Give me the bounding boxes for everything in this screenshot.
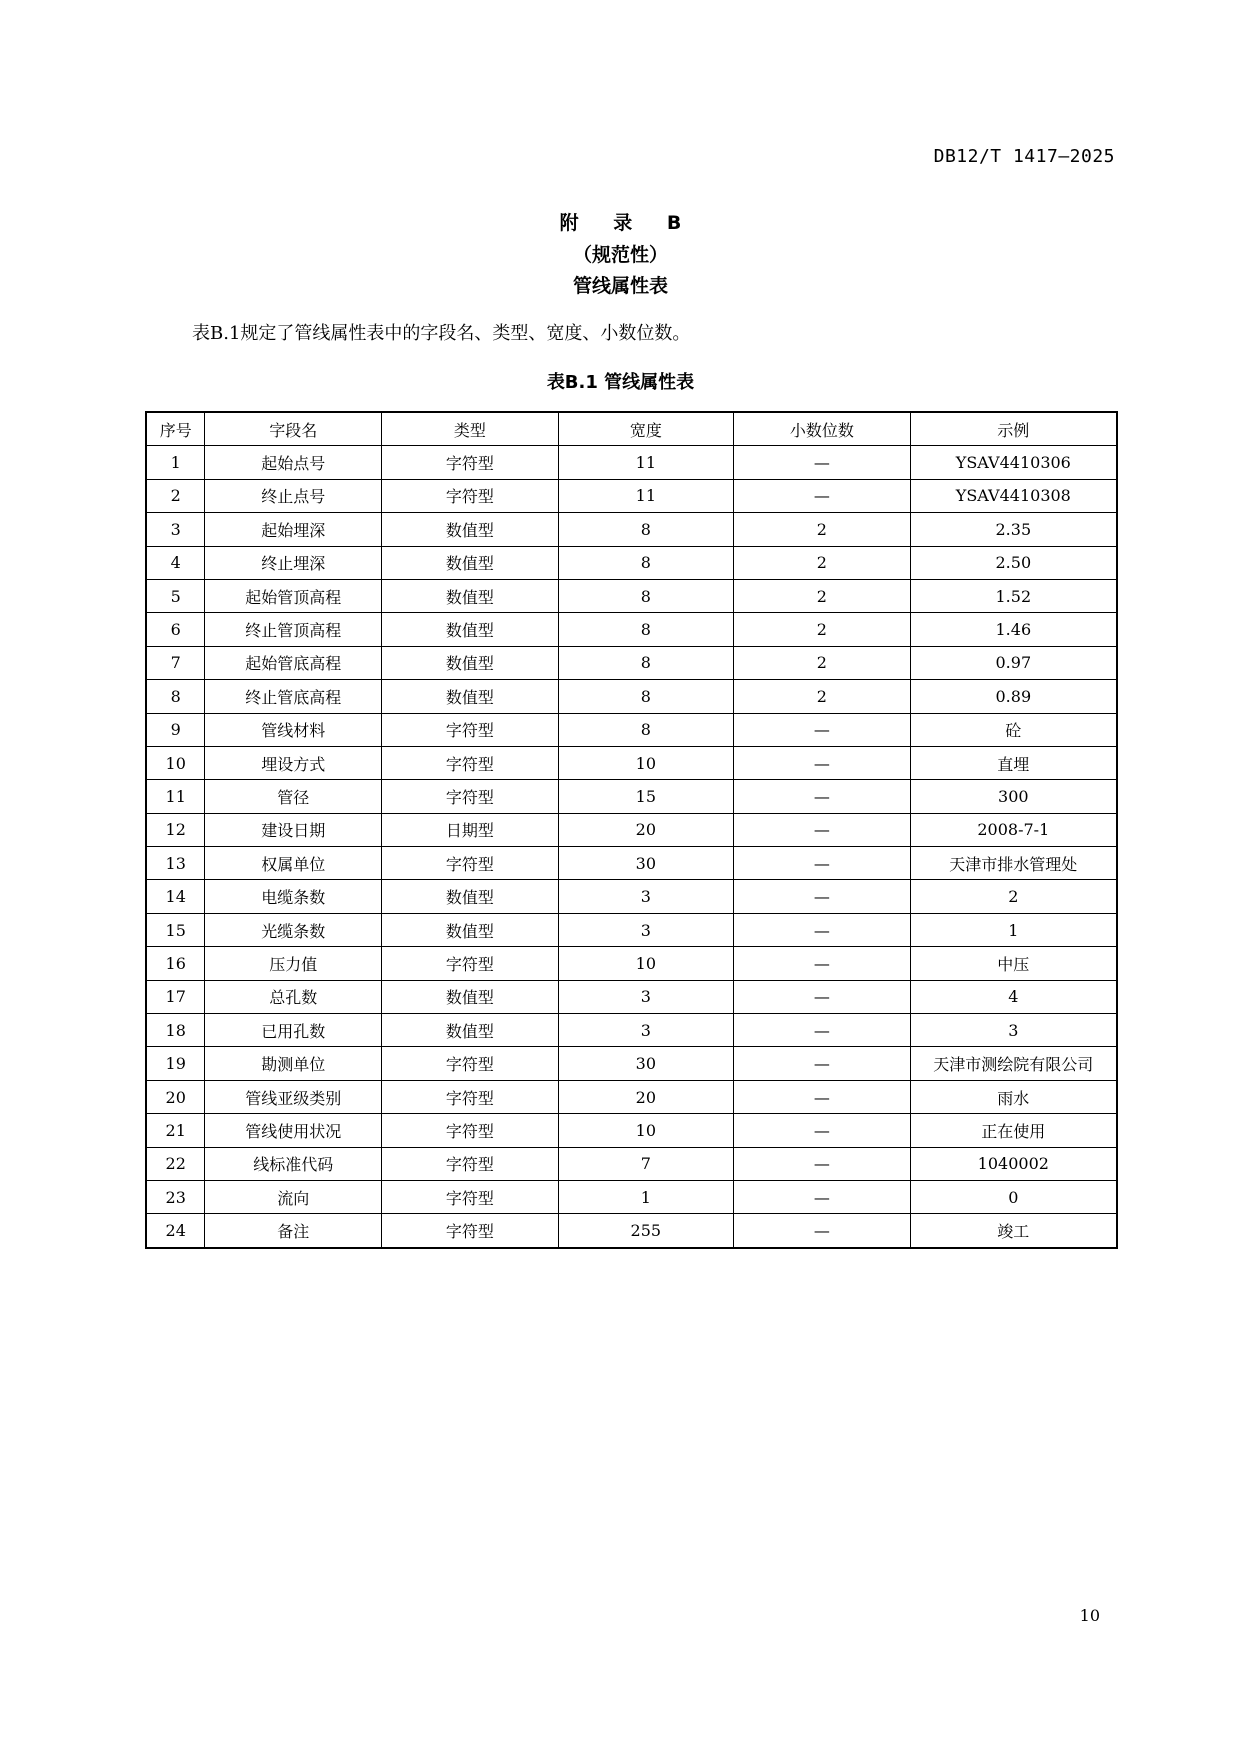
- cell-decimals: —: [734, 780, 911, 813]
- cell-field-name: 埋设方式: [205, 746, 382, 779]
- cell-decimals: —: [734, 847, 911, 880]
- cell-example: 砼: [910, 713, 1117, 746]
- table-row: [146, 546, 1117, 579]
- header-cell-field-name: 字段名: [205, 412, 382, 446]
- cell-index: 11: [146, 780, 205, 813]
- cell-index: 21: [146, 1114, 205, 1147]
- page-number: 10: [1079, 1606, 1100, 1625]
- cell-index: 10: [146, 746, 205, 779]
- table-row: [146, 1147, 1117, 1180]
- cell-index: 22: [146, 1147, 205, 1180]
- cell-decimals: 2: [734, 579, 911, 612]
- cell-width: 8: [558, 579, 733, 612]
- cell-field-name: 终止管底高程: [205, 680, 382, 713]
- table-row: [146, 880, 1117, 913]
- cell-type: 数值型: [382, 980, 559, 1013]
- cell-index: 20: [146, 1080, 205, 1113]
- cell-index: 3: [146, 513, 205, 546]
- cell-width: 3: [558, 980, 733, 1013]
- cell-width: 8: [558, 680, 733, 713]
- cell-decimals: —: [734, 880, 911, 913]
- cell-type: 字符型: [382, 713, 559, 746]
- cell-field-name: 勘测单位: [205, 1047, 382, 1080]
- appendix-type: （规范性）: [572, 244, 668, 266]
- cell-type: 字符型: [382, 746, 559, 779]
- cell-field-name: 起始管顶高程: [205, 579, 382, 612]
- cell-type: 数值型: [382, 1014, 559, 1047]
- cell-decimals: —: [734, 1180, 911, 1213]
- cell-decimals: 2: [734, 513, 911, 546]
- cell-width: 255: [558, 1214, 733, 1248]
- header-cell-decimals: 小数位数: [734, 412, 911, 446]
- table-caption: 表B.1 管线属性表: [546, 372, 695, 393]
- cell-width: 3: [558, 880, 733, 913]
- table-row: [146, 980, 1117, 1013]
- cell-type: 字符型: [382, 947, 559, 980]
- cell-width: 11: [558, 479, 733, 512]
- cell-decimals: —: [734, 1114, 911, 1147]
- cell-decimals: —: [734, 746, 911, 779]
- cell-field-name: 线标准代码: [205, 1147, 382, 1180]
- cell-field-name: 终止埋深: [205, 546, 382, 579]
- cell-field-name: 电缆条数: [205, 880, 382, 913]
- cell-index: 1: [146, 446, 205, 479]
- cell-index: 13: [146, 847, 205, 880]
- cell-index: 5: [146, 579, 205, 612]
- cell-example: YSAV4410308: [910, 479, 1117, 512]
- cell-type: 字符型: [382, 1180, 559, 1213]
- cell-example: 正在使用: [910, 1114, 1117, 1147]
- cell-field-name: 管线材料: [205, 713, 382, 746]
- table-row: [146, 1047, 1117, 1080]
- cell-index: 2: [146, 479, 205, 512]
- cell-example: 中压: [910, 947, 1117, 980]
- cell-example: 0: [910, 1180, 1117, 1213]
- table-row: [146, 746, 1117, 779]
- table-row: [146, 1180, 1117, 1213]
- cell-field-name: 起始埋深: [205, 513, 382, 546]
- cell-field-name: 终止管顶高程: [205, 613, 382, 646]
- cell-index: 12: [146, 813, 205, 846]
- cell-decimals: —: [734, 913, 911, 946]
- cell-field-name: 已用孔数: [205, 1014, 382, 1047]
- cell-example: 竣工: [910, 1214, 1117, 1248]
- table-row: [146, 813, 1117, 846]
- cell-width: 3: [558, 1014, 733, 1047]
- cell-width: 8: [558, 546, 733, 579]
- cell-decimals: —: [734, 1047, 911, 1080]
- table-row: [146, 1014, 1117, 1047]
- cell-width: 30: [558, 1047, 733, 1080]
- cell-index: 24: [146, 1214, 205, 1248]
- cell-type: 数值型: [382, 680, 559, 713]
- table-row: [146, 947, 1117, 980]
- table-row: [146, 847, 1117, 880]
- cell-width: 20: [558, 813, 733, 846]
- cell-index: 14: [146, 880, 205, 913]
- cell-width: 10: [558, 746, 733, 779]
- cell-field-name: 总孔数: [205, 980, 382, 1013]
- table-row: [146, 446, 1117, 479]
- cell-width: 10: [558, 1114, 733, 1147]
- cell-example: 4: [910, 980, 1117, 1013]
- cell-width: 10: [558, 947, 733, 980]
- cell-field-name: 压力值: [205, 947, 382, 980]
- cell-example: 直埋: [910, 746, 1117, 779]
- table-row: [146, 1080, 1117, 1113]
- cell-field-name: 起始点号: [205, 446, 382, 479]
- table-body: [146, 446, 1117, 1248]
- header-cell-example: 示例: [910, 412, 1117, 446]
- cell-field-name: 终止点号: [205, 479, 382, 512]
- cell-example: 1.52: [910, 579, 1117, 612]
- intro-paragraph: 表B.1规定了管线属性表中的字段名、类型、宽度、小数位数。: [192, 323, 691, 344]
- cell-index: 17: [146, 980, 205, 1013]
- cell-field-name: 权属单位: [205, 847, 382, 880]
- appendix-title: 附 录 B: [559, 212, 696, 234]
- cell-type: 字符型: [382, 847, 559, 880]
- cell-field-name: 流向: [205, 1180, 382, 1213]
- cell-field-name: 光缆条数: [205, 913, 382, 946]
- cell-index: 7: [146, 646, 205, 679]
- cell-field-name: 管线亚级类别: [205, 1080, 382, 1113]
- cell-field-name: 建设日期: [205, 813, 382, 846]
- table-row: [146, 579, 1117, 612]
- table-row: [146, 513, 1117, 546]
- cell-example: 天津市排水管理处: [910, 847, 1117, 880]
- cell-example: YSAV4410306: [910, 446, 1117, 479]
- cell-decimals: —: [734, 947, 911, 980]
- cell-decimals: 2: [734, 680, 911, 713]
- pipeline-attribute-table: [145, 411, 1118, 1249]
- cell-type: 数值型: [382, 880, 559, 913]
- cell-type: 数值型: [382, 613, 559, 646]
- table-row: [146, 913, 1117, 946]
- cell-width: 8: [558, 613, 733, 646]
- cell-width: 8: [558, 713, 733, 746]
- cell-decimals: —: [734, 1080, 911, 1113]
- cell-example: 雨水: [910, 1080, 1117, 1113]
- cell-width: 1: [558, 1180, 733, 1213]
- table-row: [146, 613, 1117, 646]
- cell-index: 9: [146, 713, 205, 746]
- table-row: [146, 479, 1117, 512]
- cell-example: 2: [910, 880, 1117, 913]
- cell-width: 3: [558, 913, 733, 946]
- cell-example: 2.50: [910, 546, 1117, 579]
- cell-decimals: —: [734, 980, 911, 1013]
- table-header-row: [146, 412, 1117, 446]
- cell-type: 字符型: [382, 479, 559, 512]
- table-row: [146, 680, 1117, 713]
- cell-example: 3: [910, 1014, 1117, 1047]
- cell-type: 日期型: [382, 813, 559, 846]
- cell-decimals: —: [734, 1147, 911, 1180]
- cell-index: 23: [146, 1180, 205, 1213]
- cell-example: 2.35: [910, 513, 1117, 546]
- cell-type: 字符型: [382, 780, 559, 813]
- cell-example: 2008-7-1: [910, 813, 1117, 846]
- cell-index: 8: [146, 680, 205, 713]
- cell-decimals: —: [734, 813, 911, 846]
- cell-index: 4: [146, 546, 205, 579]
- cell-field-name: 管径: [205, 780, 382, 813]
- cell-decimals: —: [734, 479, 911, 512]
- header-cell-index: 序号: [146, 412, 205, 446]
- cell-index: 18: [146, 1014, 205, 1047]
- cell-type: 字符型: [382, 1080, 559, 1113]
- cell-example: 0.97: [910, 646, 1117, 679]
- cell-width: 7: [558, 1147, 733, 1180]
- table-row: [146, 713, 1117, 746]
- header-cell-type: 类型: [382, 412, 559, 446]
- cell-type: 数值型: [382, 646, 559, 679]
- appendix-name: 管线属性表: [572, 275, 668, 297]
- cell-field-name: 管线使用状况: [205, 1114, 382, 1147]
- cell-type: 数值型: [382, 913, 559, 946]
- cell-type: 数值型: [382, 546, 559, 579]
- cell-width: 8: [558, 646, 733, 679]
- cell-decimals: —: [734, 1214, 911, 1248]
- cell-decimals: 2: [734, 613, 911, 646]
- cell-example: 300: [910, 780, 1117, 813]
- table-row: [146, 780, 1117, 813]
- document-code: DB12/T 1417—2025: [933, 146, 1115, 167]
- cell-index: 19: [146, 1047, 205, 1080]
- cell-type: 字符型: [382, 1114, 559, 1147]
- cell-type: 数值型: [382, 579, 559, 612]
- cell-width: 15: [558, 780, 733, 813]
- cell-decimals: —: [734, 446, 911, 479]
- cell-type: 字符型: [382, 1047, 559, 1080]
- cell-width: 11: [558, 446, 733, 479]
- table-row: [146, 1114, 1117, 1147]
- cell-width: 8: [558, 513, 733, 546]
- cell-type: 数值型: [382, 513, 559, 546]
- table-row: [146, 646, 1117, 679]
- cell-decimals: 2: [734, 546, 911, 579]
- cell-decimals: 2: [734, 646, 911, 679]
- cell-example: 1040002: [910, 1147, 1117, 1180]
- header-cell-width: 宽度: [558, 412, 733, 446]
- cell-index: 16: [146, 947, 205, 980]
- cell-type: 字符型: [382, 1147, 559, 1180]
- cell-example: 0.89: [910, 680, 1117, 713]
- cell-field-name: 备注: [205, 1214, 382, 1248]
- cell-example: 1: [910, 913, 1117, 946]
- cell-example: 天津市测绘院有限公司: [910, 1047, 1117, 1080]
- cell-width: 20: [558, 1080, 733, 1113]
- cell-width: 30: [558, 847, 733, 880]
- cell-type: 字符型: [382, 446, 559, 479]
- cell-field-name: 起始管底高程: [205, 646, 382, 679]
- cell-decimals: —: [734, 1014, 911, 1047]
- cell-type: 字符型: [382, 1214, 559, 1248]
- cell-decimals: —: [734, 713, 911, 746]
- cell-index: 15: [146, 913, 205, 946]
- cell-example: 1.46: [910, 613, 1117, 646]
- cell-index: 6: [146, 613, 205, 646]
- table-row: [146, 1214, 1117, 1248]
